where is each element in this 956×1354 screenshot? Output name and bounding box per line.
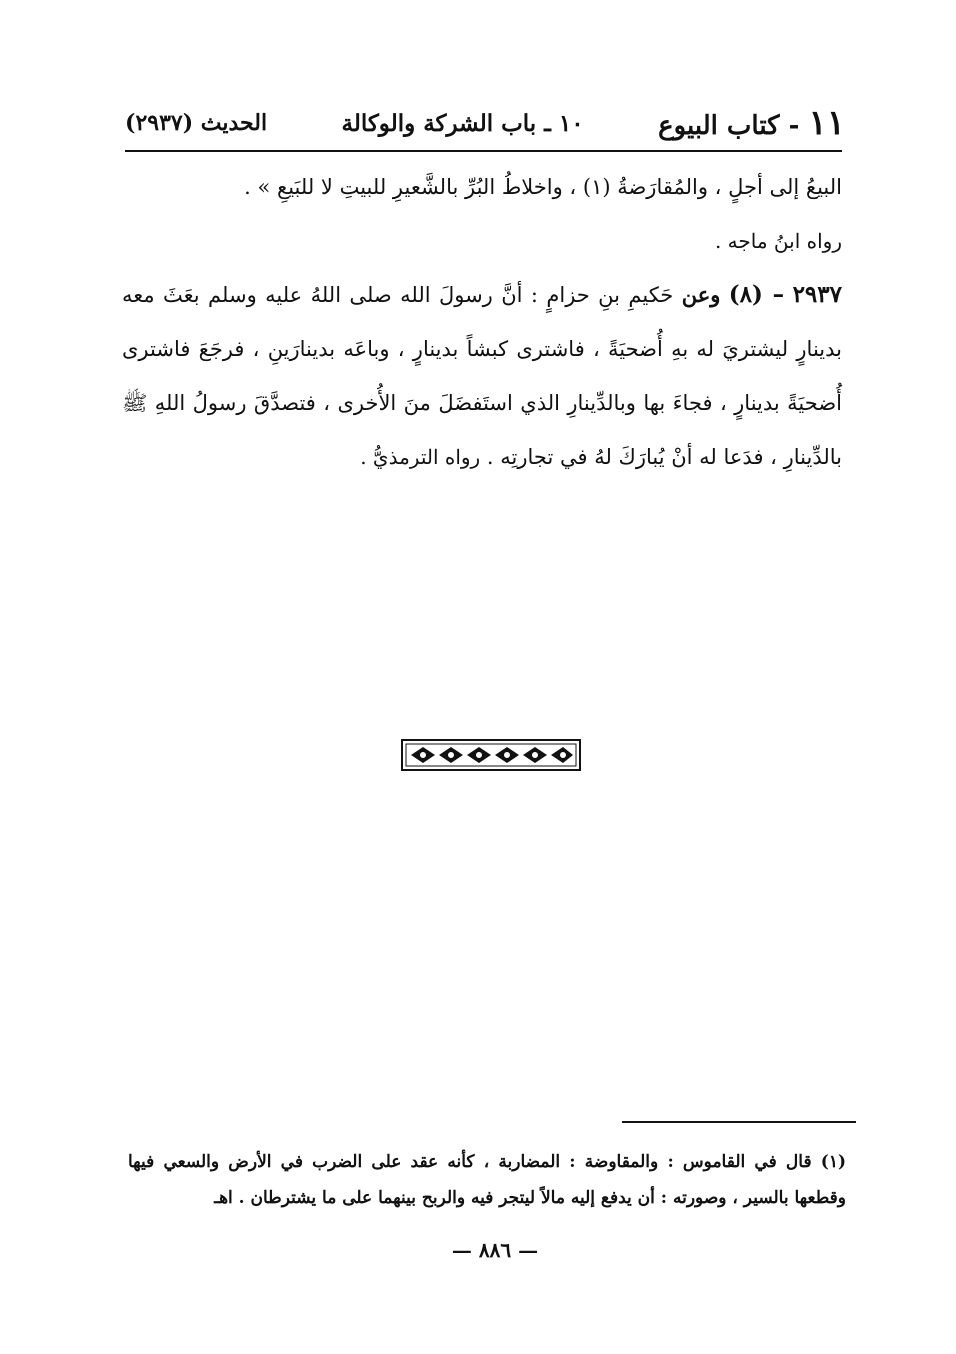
chapter-title: ١٠ ـ باب الشركة والوكالة bbox=[341, 109, 584, 137]
section-ornament-icon bbox=[401, 739, 581, 771]
hadith-text: حَكيمِ بنِ حزامٍ : أنَّ رسولَ الله صلى اللهُ عليه وسلم بعَثَ معه بدينارٍ ليشتريَ له بهِ أُضحيَةً ، فاشترى كبشاً بدينارٍ ، وباعَه بدينارَينِ ، فرجَعَ فاشترى أُضحيَةً بدينارٍ ، فجاءَ بها وبالدِّينارِ الذي استَفضَلَ منَ الأُخرى ، فتصدَّقَ رسولُ اللهِ ﷺ بالدِّينارِ ، فدَعا له أنْ يُبارَكَ لهُ في تجارتِه . bbox=[122, 283, 842, 469]
footnote: (١) قال في القاموس : والمقاوضة : المضاربة ، كأنه عقد على الضرب في الأرض والسعي فيها وقطعها بالسير ، وصورته : أن يدفع إليه مالاً ليتجر فيه والربح بينهما على ما يشترطان . اهـ bbox=[128, 1152, 846, 1208]
continued-text: البيعُ إلى أجلٍ ، والمُقارَضةُ (١) ، واخلاطُ البُرِّ بالشَّعيرِ للبيتِ لا للبَيعِ » . bbox=[244, 175, 842, 199]
page-number: — ٨٨٦ — bbox=[451, 1238, 539, 1262]
footnote-divider bbox=[622, 1121, 856, 1123]
hadith-sub-number: – (٨) bbox=[728, 281, 785, 308]
header-divider bbox=[125, 150, 842, 152]
hadith-attribution: رواه الترمذيُّ . bbox=[360, 445, 481, 469]
book-number: ١١ bbox=[808, 103, 845, 143]
hadith-reference: الحديث (٢٩٣٧) bbox=[125, 110, 268, 136]
continued-attribution: رواه ابنُ ماجه . bbox=[714, 229, 842, 253]
book-title-text: - كتاب البيوع bbox=[658, 111, 800, 141]
hadith-intro: وعن bbox=[681, 282, 721, 307]
hadith-number: ٢٩٣٧ bbox=[792, 281, 842, 308]
hadith-paragraph bbox=[122, 268, 842, 484]
running-header bbox=[125, 98, 845, 148]
continued-paragraph bbox=[122, 160, 842, 268]
book-title bbox=[658, 103, 845, 143]
